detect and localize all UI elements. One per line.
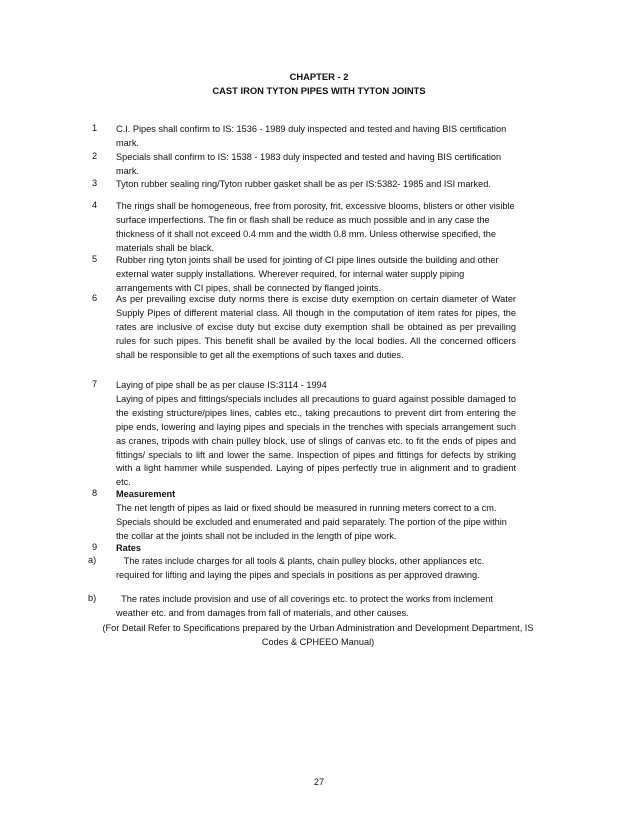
clause-4 — [92, 200, 516, 256]
clause-8 — [92, 488, 516, 544]
clause-heading: Laying of pipe shall be as per clause IS:3114 - 1994 — [116, 380, 327, 390]
clause-number: 5 — [92, 254, 98, 264]
subclause-number: b) — [88, 593, 97, 603]
subclause-number: a) — [88, 555, 97, 565]
subclause-text: The rates include provision and use of all coverings etc. to protect the works from inclement weather etc. and from damages from fall of materials, and other causes. — [116, 594, 496, 618]
reference-note: (For Detail Refer to Specifications prepared by the Urban Administration and Development Department, IS Codes & CPHEEO Manual) — [102, 623, 534, 647]
subclause-b — [88, 593, 516, 621]
chapter-number: CHAPTER - 2 — [289, 71, 349, 82]
page-number: 27 — [313, 777, 325, 787]
clause-6 — [92, 293, 516, 363]
clause-text: Laying of pipes and fittings/specials includes all precautions to guard against possible damaged to the existing structure/pipes lines, cables etc., taking precautions to prevent dirt from entering the pipe ends, lowering and laying pipes and specials in the trenches with specials arrangement such as cranes, tripods with chain pulley block, use of slings of canvas etc. to fit the ends of pipes and fittings/ specials to lift and lower the same. Inspection of pipes and fittings for defects by striking with a light hammer while suspended. Laying of pipes perfectly true in alignment and to gradient etc. — [116, 393, 516, 488]
clause-text: C.I. Pipes shall confirm to IS: 1536 - 1989 duly inspected and tested and having BIS certification mark. — [116, 124, 507, 148]
clause-text: The net length of pipes as laid or fixed should be measured in running meters correct to a cm. Specials should be excluded and enumerated and paid separately. The portion of the pipe within the collar at the joints shall not be included in the length of pipe work. — [116, 502, 507, 541]
clause-number: 4 — [92, 200, 98, 210]
clause-text: Rubber ring tyton joints shall be used for jointing of CI pipe lines outside the building and other external water supply installations. Wherever required, for internal water supply piping arrangements with CI pipes, shall be connected by flanged joints. — [116, 255, 499, 293]
clause-3 — [92, 178, 516, 192]
clause-7 — [92, 379, 516, 490]
clause-number: 2 — [92, 151, 98, 161]
clause-text: As per prevailing excise duty norms there is excise duty exemption on certain diameter of Water Supply Pipes of different material class. All though in the computation of item rates for pipes, the rates are inclusive of excise duty but excise duty exemption shall be obtained as per prevailing rules for such pipes. This benefit shall be availed by the local bodies. All the concerned officers shall be responsible to get all the exemptions of such taxes and duties. — [116, 294, 516, 360]
chapter-header — [0, 70, 638, 97]
clause-text: Specials shall confirm to IS: 1538 - 1983 duly inspected and tested and having BIS certification mark. — [116, 152, 502, 176]
clause-number: 3 — [92, 178, 98, 188]
clause-number: 8 — [92, 488, 98, 498]
clause-1 — [92, 123, 516, 151]
chapter-title: CAST IRON TYTON PIPES WITH TYTON JOINTS — [212, 84, 426, 96]
clause-heading: Measurement — [116, 489, 176, 499]
clause-number: 1 — [92, 123, 98, 133]
clause-2 — [92, 151, 516, 179]
clause-text: The rings shall be homogeneous, free from porosity, frit, excessive blooms, blisters or other visible surface imperfections. The fin or flash shall be reduce as much possible and in any case the thickness of it shall not exceed 0.4 mm and the width 0.8 mm. Unless otherwise specified, the materials shall be black. — [116, 201, 515, 253]
clause-5 — [92, 254, 516, 296]
subclause-text: The rates include charges for all tools & plants, chain pulley blocks, other appliances etc. required for lifting and laying the pipes and specials in positions as per approved drawing. — [116, 556, 487, 580]
subclause-a — [88, 555, 516, 583]
clause-text: Tyton rubber sealing ring/Tyton rubber gasket shall be as per IS:5382- 1985 and ISI marked. — [116, 179, 491, 189]
clause-number: 7 — [92, 379, 98, 389]
clause-number: 9 — [92, 542, 98, 552]
clause-9 — [92, 542, 516, 556]
clause-heading: Rates — [116, 543, 142, 553]
clause-number: 6 — [92, 293, 98, 303]
